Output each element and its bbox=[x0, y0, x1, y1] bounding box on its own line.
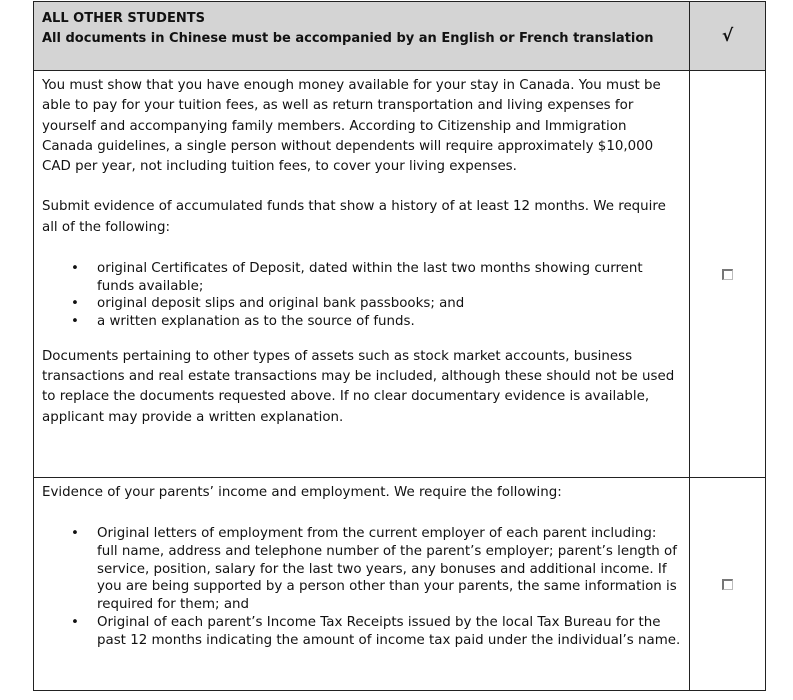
funds-intro: You must show that you have enough money available for your stay in Canada. You must be able to pay for your tuition fees, as well as return transportation and living expenses for yourself and accompanying family members. According to Citizenship and Immigration Canada guidelines, a single person without dependents will require approximately $10,000 CAD per year, not including tuition fees, to cover your living expenses. bbox=[42, 78, 661, 175]
income-row bbox=[34, 478, 766, 691]
bullet-icon: • bbox=[71, 314, 79, 330]
bullet-icon: • bbox=[71, 614, 79, 630]
list-item: • original Certificates of Deposit, dated within the last two months showing current funds available; bbox=[71, 261, 643, 294]
list-item: • Original of each parent’s Income Tax Receipts issued by the local Tax Bureau for the past 12 months indicating the amount of income tax paid under the individual’s name. bbox=[71, 614, 681, 648]
funds-evidence: Submit evidence of accumulated funds that show a history of at least 12 months. We require all of the following: bbox=[42, 199, 666, 235]
income-text bbox=[34, 478, 689, 649]
funds-row bbox=[34, 71, 766, 478]
bullet-icon: • bbox=[71, 296, 79, 312]
bullet-icon: • bbox=[71, 261, 79, 277]
income-intro: Evidence of your parents’ income and employment. We require the following: bbox=[42, 485, 562, 500]
income-bullet-list bbox=[42, 525, 681, 649]
funds-text bbox=[34, 71, 689, 428]
header-row bbox=[34, 2, 766, 71]
funds-other-assets: Documents pertaining to other types of assets such as stock market accounts, business transactions and real estate transactions may be included, although these should not be used to replace the documents requested above. If no clear documentary evidence is available, applicant may provide a written explanation. bbox=[42, 348, 675, 425]
funds-checkbox[interactable] bbox=[722, 269, 733, 280]
list-item: • a written explanation as to the source of funds. bbox=[71, 314, 415, 330]
header-subtitle: All documents in Chinese must be accompanied by an English or French translation bbox=[42, 31, 654, 46]
funds-bullet-list bbox=[42, 260, 681, 331]
income-checkbox[interactable] bbox=[722, 579, 733, 590]
header-check-cell bbox=[690, 2, 766, 71]
header-title: ALL OTHER STUDENTS bbox=[42, 11, 205, 26]
bullet-icon: • bbox=[71, 526, 79, 542]
funds-check-cell[interactable] bbox=[690, 71, 766, 478]
income-check-cell[interactable] bbox=[690, 478, 766, 691]
check-mark-icon: √ bbox=[721, 26, 734, 46]
income-cell bbox=[34, 478, 690, 691]
requirements-table bbox=[33, 1, 766, 691]
funds-cell bbox=[34, 71, 690, 478]
header-text bbox=[34, 2, 689, 49]
header-cell bbox=[34, 2, 690, 71]
list-item: • original deposit slips and original bank passbooks; and bbox=[71, 296, 465, 312]
list-item: • Original letters of employment from the current employer of each parent including: full name, address and telephone number of the parent’s employer; parent’s length of service, position, salary for the last two years, any bonuses and additional income. If you are being supported by a person other than your parents, the same information is required for them; and bbox=[71, 526, 677, 613]
